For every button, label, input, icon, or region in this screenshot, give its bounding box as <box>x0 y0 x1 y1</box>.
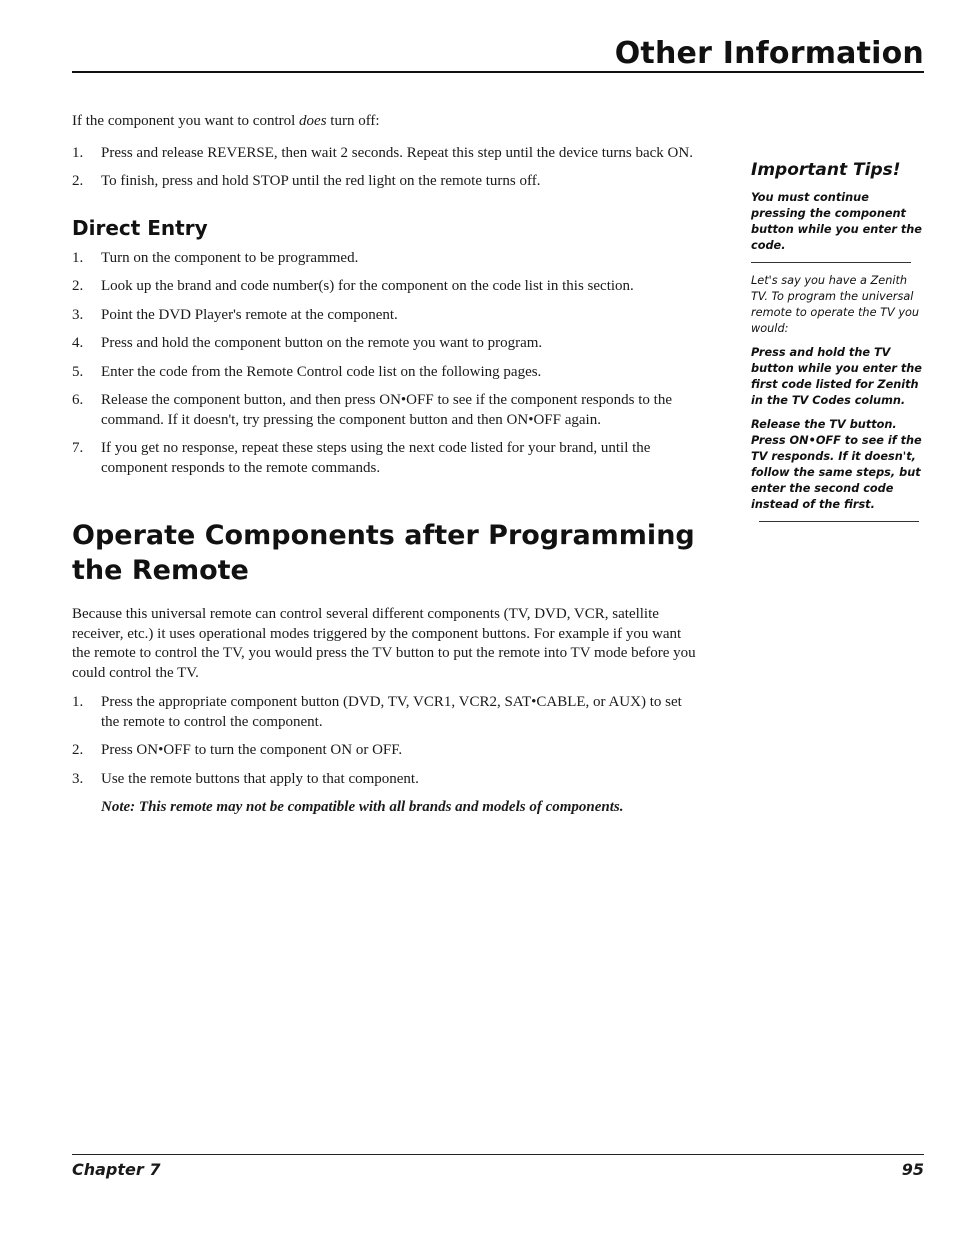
step-text: Release the component button, and then press ON•OFF to see if the component responds to the command. If it doesn't, try pressing the component button and then ON•OFF again. <box>101 392 672 428</box>
tip-divider <box>759 521 919 522</box>
tip-zenith-example: Let's say you have a Zenith TV. To program the universal remote to operate the TV you would: <box>751 274 920 335</box>
step-text: Press the appropriate component button (DVD, TV, VCR1, VCR2, SAT•CABLE, or AUX) to set the remote to control the component. <box>101 694 682 730</box>
operate-paragraph: Because this universal remote can control several different components (TV, DVD, VCR, satellite receiver, etc.) it uses operational modes triggered by the component buttons. For example if you want the remote to control the TV, you would press the TV button to put the remote into TV mode before you could control the TV. <box>72 606 696 681</box>
step-number: 2. <box>72 173 84 189</box>
tip-press-hold: Press and hold the TV button while you enter the first code listed for Zenith in the TV Codes column. <box>751 346 922 407</box>
list-item <box>72 741 702 761</box>
step-number: 7. <box>72 440 84 456</box>
list-item <box>72 439 702 478</box>
turn-off-steps <box>72 144 702 192</box>
step-number: 1. <box>72 249 84 266</box>
step-text: Look up the brand and code number(s) for the component on the code list in this section. <box>101 278 634 294</box>
list-item <box>72 363 702 383</box>
step-text: Use the remote buttons that apply to that component. <box>101 770 419 787</box>
main-column <box>72 112 702 818</box>
note-label: Note: <box>101 799 136 815</box>
footer-chapter: Chapter 7 <box>72 1160 161 1179</box>
step-text: To finish, press and hold STOP until the red light on the remote turns off. <box>101 173 541 189</box>
step-text: Press and hold the component button on the remote you want to program. <box>101 335 543 351</box>
intro-after: turn off: <box>326 113 380 129</box>
step-number: 3. <box>72 306 84 323</box>
step-number: 3. <box>72 770 84 787</box>
page-header-title: Other Information <box>614 36 924 71</box>
note-text: This remote may not be compatible with all brands and models of components. <box>135 799 624 815</box>
operate-steps <box>72 693 702 789</box>
step-text: Point the DVD Player's remote at the component. <box>101 306 398 323</box>
direct-entry-heading: Direct Entry <box>72 215 208 240</box>
list-item <box>72 277 702 297</box>
list-item <box>72 172 702 192</box>
step-number: 2. <box>72 278 84 294</box>
tip-divider <box>751 262 911 263</box>
step-text: Press and release REVERSE, then wait 2 seconds. Repeat this step until the device turns back ON. <box>101 144 693 161</box>
footer-rule <box>72 1154 924 1155</box>
list-item <box>72 391 702 430</box>
tip-release: Release the TV button. Press ON•OFF to see if the TV responds. If it doesn't, follow the same steps, but enter the second code instead of the first. <box>751 418 922 511</box>
intro-before: If the component you want to control <box>72 113 300 129</box>
header-rule <box>72 71 924 73</box>
important-tips-sidebar <box>751 160 927 532</box>
list-item <box>72 144 702 164</box>
list-item <box>72 334 702 354</box>
list-item <box>72 249 702 269</box>
step-number: 1. <box>72 694 84 710</box>
step-number: 4. <box>72 335 84 351</box>
list-item <box>72 770 702 790</box>
step-number: 6. <box>72 392 84 408</box>
intro-emphasis: does <box>299 113 327 129</box>
step-text: If you get no response, repeat these steps using the next code listed for your brand, until the component responds to the remote commands. <box>101 440 651 476</box>
step-number: 2. <box>72 742 84 758</box>
step-text: Press ON•OFF to turn the component ON or OFF. <box>101 742 403 758</box>
page-number: 95 <box>901 1160 924 1179</box>
step-number: 5. <box>72 363 84 380</box>
intro-text <box>72 112 702 132</box>
list-item <box>72 306 702 326</box>
operate-heading: Operate Components after Programming the Remote <box>72 520 695 586</box>
step-text: Enter the code from the Remote Control code list on the following pages. <box>101 363 542 380</box>
tip-continue-pressing: You must continue pressing the component button while you enter the code. <box>751 191 922 252</box>
compatibility-note <box>101 798 702 818</box>
tips-title: Important Tips! <box>751 160 901 180</box>
direct-entry-steps <box>72 249 702 479</box>
step-number: 1. <box>72 144 84 161</box>
step-text: Turn on the component to be programmed. <box>101 249 359 266</box>
list-item <box>72 693 702 732</box>
